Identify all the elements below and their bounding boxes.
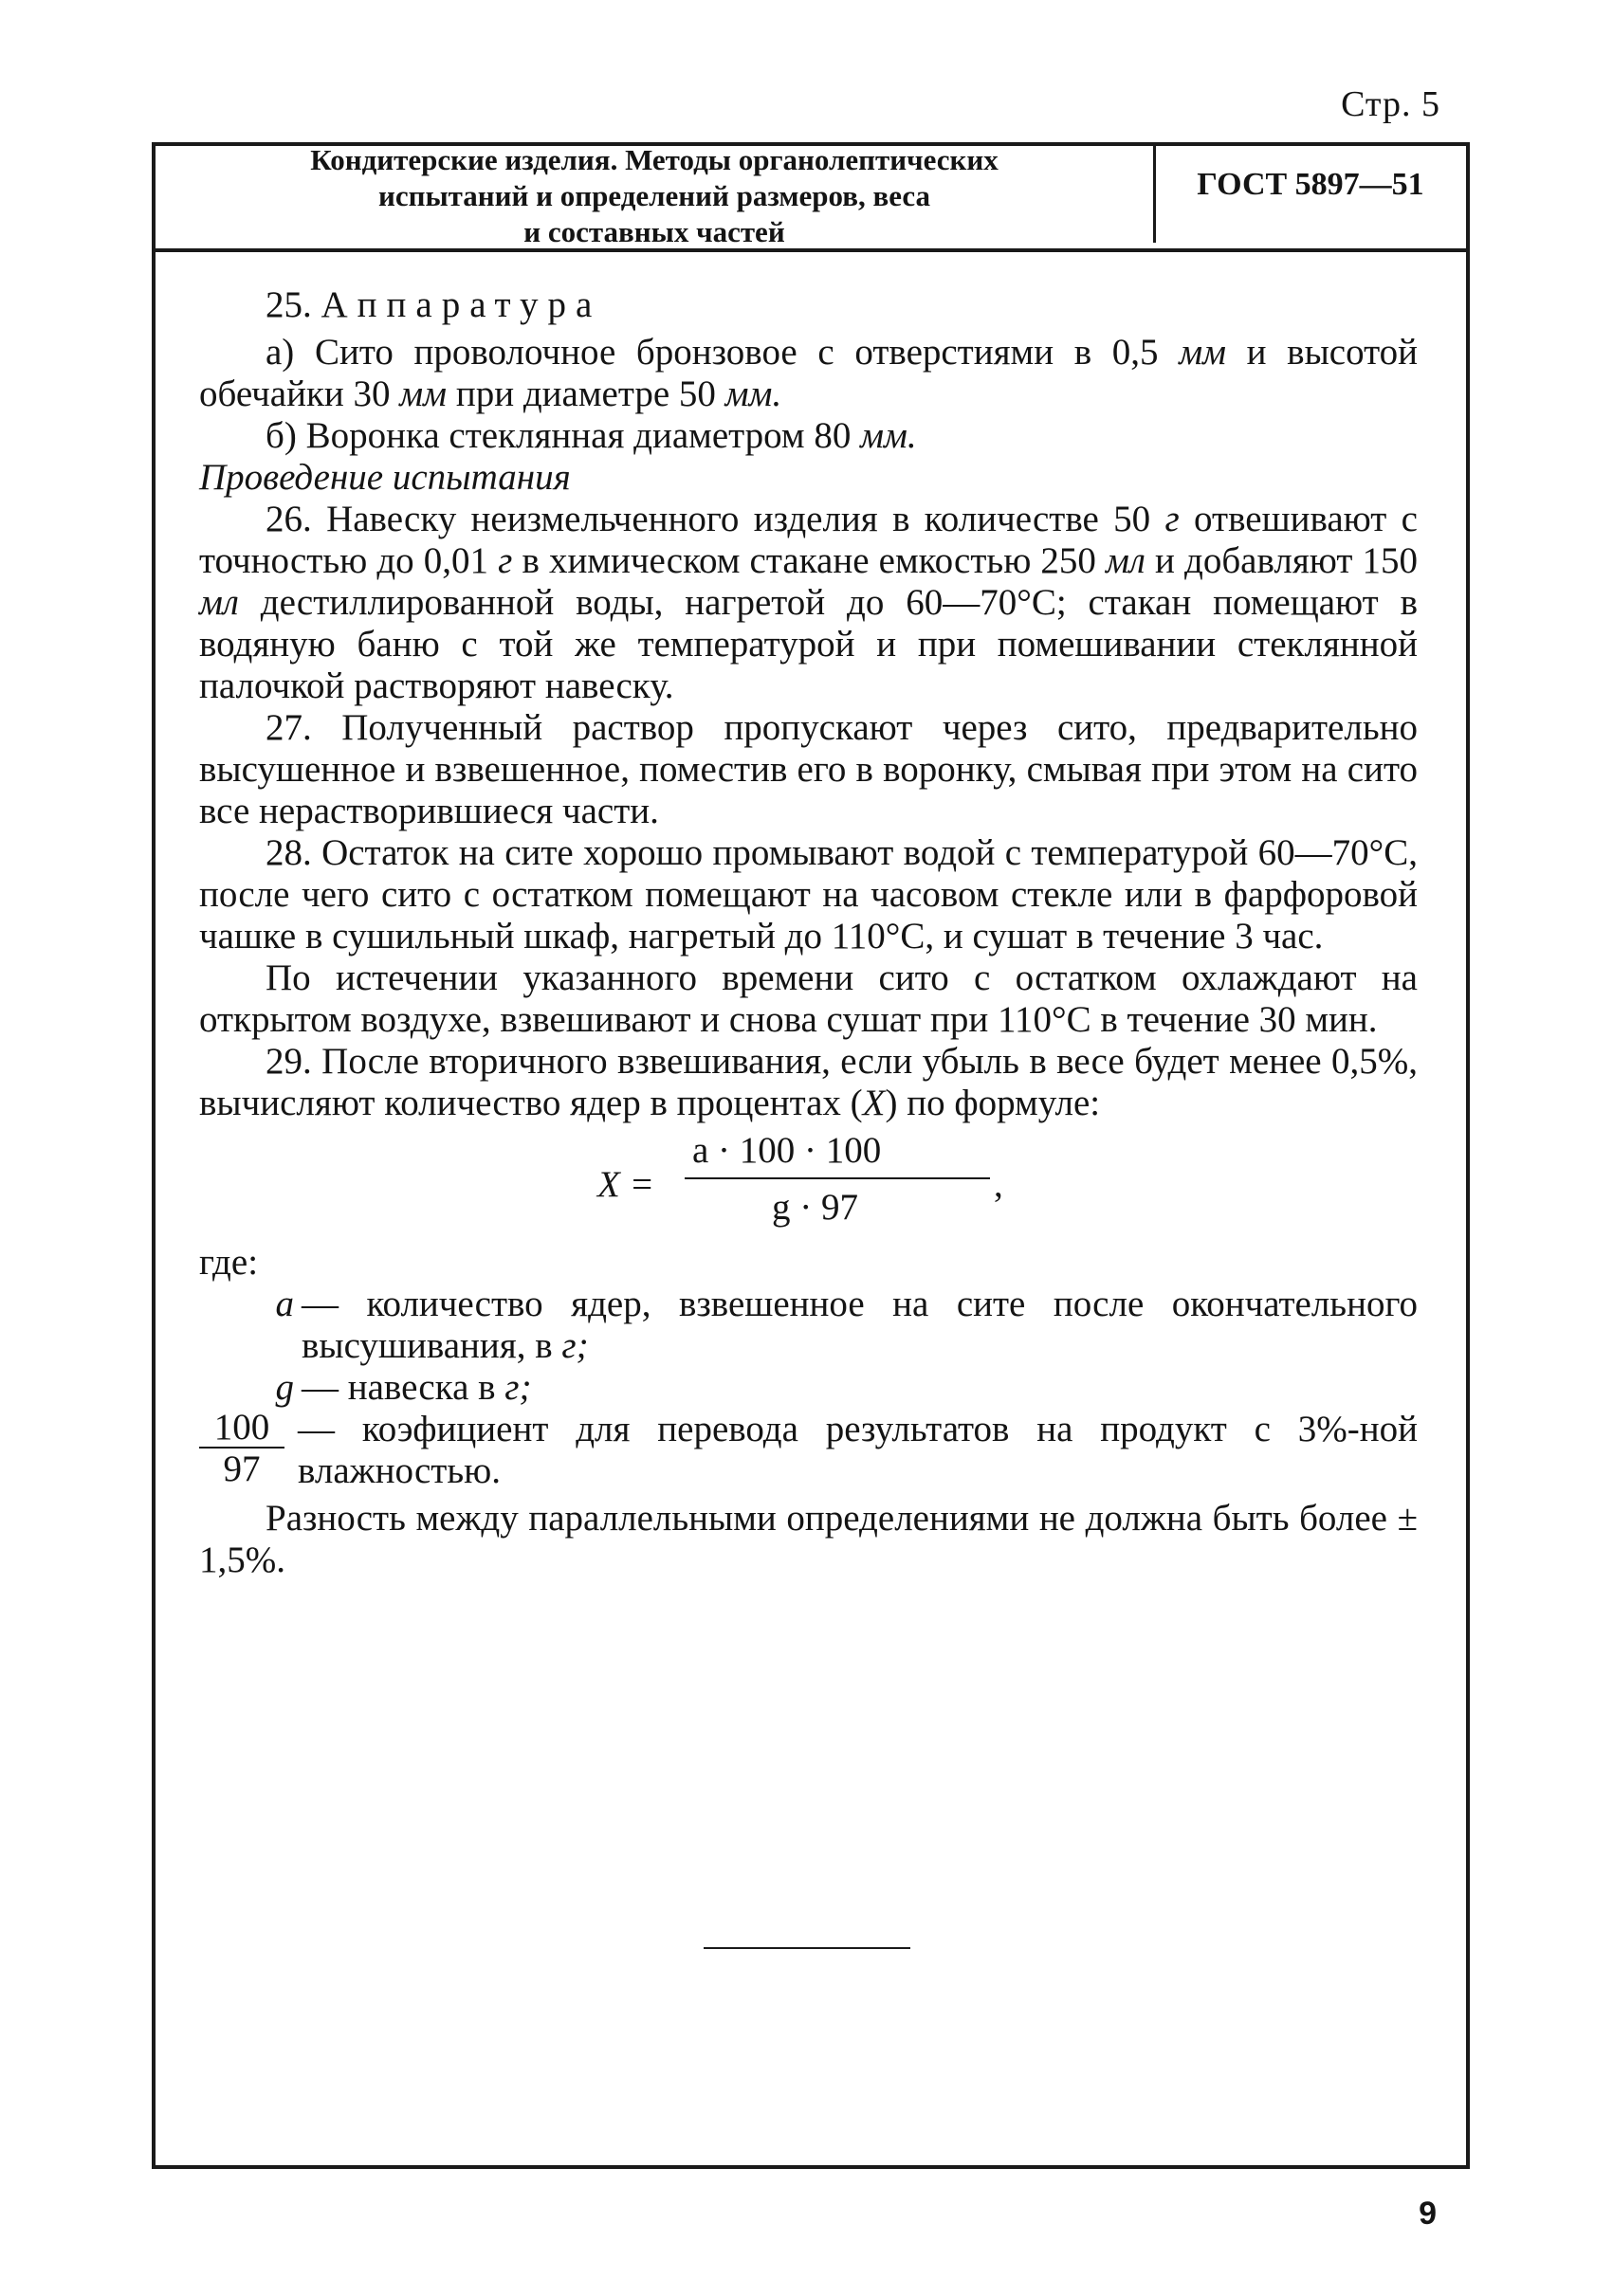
- text-fragment: и добавляют 150: [1155, 540, 1419, 581]
- unit: мм: [399, 374, 448, 414]
- text-fragment: — навеска в: [302, 1367, 496, 1408]
- text-fragment: в химическом стакане емкостью 250: [522, 540, 1096, 581]
- paragraph-29: [199, 1041, 1418, 1124]
- text-fragment: 26. Навеску неизмельченного изделия в количестве 50: [266, 499, 1151, 539]
- fraction-numerator: 100: [199, 1409, 284, 1449]
- end-rule: [704, 1947, 910, 1949]
- frame-right-border: [1466, 142, 1470, 2169]
- header-title-line: и составных частей: [523, 215, 785, 248]
- paragraph-27: 27. Полученный раствор пропускают через сито, предварительно высушенное и взвешенное, поместив его в воронку, смывая при этом на сито все нерастворившиеся части.: [199, 707, 1418, 831]
- legend-symbol: a: [275, 1284, 294, 1324]
- text-fragment: б) Воронка стеклянная диаметром 80: [266, 415, 852, 456]
- legend-text: — коэфициент для перевода результатов на продукт с 3%-ной влажностью.: [298, 1409, 1418, 1491]
- apparatus-item-b: [199, 415, 1418, 457]
- text-fragment: а) Сито проволочное бронзовое с отверстиями в 0,5: [266, 332, 1159, 373]
- frame-left-border: [152, 142, 156, 2169]
- formula: [199, 1130, 1418, 1236]
- unit: г: [498, 540, 513, 581]
- legend-item-coefficient: [199, 1409, 1418, 1492]
- text-fragment: ) по формуле:: [885, 1083, 1101, 1123]
- formula-denominator: g · 97: [772, 1187, 858, 1228]
- header-title: [161, 142, 1147, 250]
- unit: г;: [504, 1367, 532, 1408]
- page-number: 9: [1419, 2196, 1437, 2232]
- text-fragment: и высотой обечайки 30: [199, 332, 1418, 414]
- legend-item-g: [199, 1367, 1418, 1409]
- legend-symbol: g: [275, 1367, 294, 1408]
- formula-trailing: ,: [994, 1164, 1003, 1205]
- unit: мл: [199, 582, 239, 623]
- formula-lhs: X =: [597, 1164, 654, 1205]
- fraction-bar: [685, 1177, 990, 1179]
- legend-text: [302, 1367, 1418, 1409]
- variable: X: [862, 1083, 886, 1123]
- header-column-divider: [1153, 144, 1156, 243]
- text-fragment: отвешивают с точностью до 0,01: [199, 499, 1418, 581]
- section-title: Аппаратура: [321, 284, 602, 325]
- fraction-denominator: 97: [223, 1449, 261, 1489]
- header-title-line: испытаний и определений размеров, веса: [378, 179, 930, 212]
- header-title-line: Кондитерские изделия. Методы органолептических: [310, 143, 999, 176]
- apparatus-item-a: [199, 332, 1418, 415]
- document-body: [199, 284, 1418, 1581]
- coefficient-fraction: [199, 1409, 284, 1490]
- paragraph-26: [199, 499, 1418, 707]
- unit: мм.: [860, 415, 917, 456]
- text-fragment: 29. После вторичного взвешивания, если убыль в весе будет менее 0,5%, вычисляют количество ядер в процентах (: [199, 1041, 1418, 1123]
- paragraph-28: 28. Остаток на сите хорошо промывают водой с температурой 60—70°С, после чего сито с остатком помещают на часовом стекле или в фарфоровой чашке в сушильный шкаф, нагретый до 110°С, и сушат в течение 3 час.: [199, 832, 1418, 957]
- unit: мм: [1179, 332, 1226, 373]
- legend-item-a: [199, 1284, 1418, 1367]
- paragraph-28-continued: По истечении указанного времени сито с остатком охлаждают на открытом воздухе, взвешивают и снова сушат при 110°С в течение 30 мин.: [199, 957, 1418, 1040]
- unit: мм.: [724, 374, 782, 414]
- formula-numerator: a · 100 · 100: [692, 1130, 882, 1171]
- closing-paragraph: Разность между параллельными определениями не должна быть более ± 1,5%.: [199, 1498, 1418, 1580]
- text-fragment: — количество ядер, взвешенное на сите после окончательного высушивания, в: [302, 1284, 1418, 1366]
- legend-intro: где:: [199, 1242, 259, 1283]
- unit: г: [1164, 499, 1180, 539]
- section-25-heading: [199, 284, 1418, 326]
- standard-code: ГОСТ 5897—51: [1197, 167, 1424, 202]
- section-heading-test: Проведение испытания: [199, 457, 571, 498]
- legend-text: [302, 1284, 1418, 1367]
- unit: мл: [1106, 540, 1146, 581]
- text-fragment: при диаметре 50: [455, 374, 716, 414]
- section-number: 25.: [266, 284, 312, 325]
- unit: г;: [561, 1325, 589, 1366]
- page-reference: Стр. 5: [1341, 84, 1440, 124]
- frame-bottom-border: [152, 2165, 1470, 2169]
- text-fragment: дестиллированной воды, нагретой до 60—70°С; стакан помещают в водяную баню с той же температурой и при помешивании стеклянной палочкой растворяют навеску.: [199, 582, 1419, 706]
